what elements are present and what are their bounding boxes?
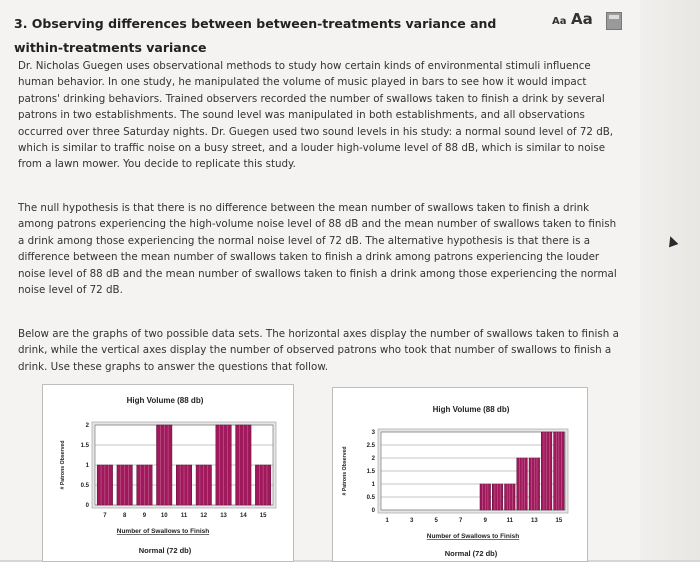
x-tick-label: 15	[555, 518, 563, 524]
screen-margin	[640, 0, 700, 560]
x-tick-label: 9	[483, 518, 487, 524]
chart-title: High Volume (88 db)	[126, 396, 204, 405]
x-tick-label: 11	[506, 518, 513, 524]
x-axis-label: Number of Swallows to Finish	[116, 528, 210, 535]
x-tick-label: 3	[409, 518, 414, 524]
study-description: Dr. Nicholas Guegen uses observational methods to study how certain kinds of environmental stimuli influence human behavior. In one study, he manipulated the volume of music played in bars to see how it would impact patrons' drinking behaviors. Trained observers recorded the number of swallows taken to finish a drink by several patrons in two establishments. The sound level was manipulated in both establishments, and all observations occurred over three Saturday nights. Dr. Guegen used two sound levels in his study: a normal sound level of 72 dB, which is similar to traffic noise on a busy street, and a louder high-volume level of 88 dB, which is similar to noise from a lawn mower. You decide to replicate this study.	[18, 60, 614, 171]
y-tick-label: 1.5	[366, 469, 375, 475]
y-tick-label: 1	[371, 482, 375, 488]
calculator-icon[interactable]	[606, 12, 622, 30]
x-tick-label: 5	[434, 518, 438, 524]
x-tick-label: 14	[239, 513, 247, 519]
y-tick-label: 0	[85, 503, 89, 509]
y-axis-label: # Patrons Observed	[342, 446, 348, 496]
x-tick-label: 9	[142, 513, 147, 519]
y-axis-label: # Patrons Observed	[60, 440, 66, 490]
font-decrease-button[interactable]: Aa	[552, 16, 567, 27]
question-title: 3. Observing differences between between-treatments variance and within-treatments variance	[14, 16, 497, 55]
next-chart-title: Normal (72 db)	[444, 549, 498, 558]
x-axis-label: Number of Swallows to Finish	[426, 533, 520, 540]
chart-card-2	[332, 387, 588, 562]
y-tick-label: 1	[85, 463, 89, 469]
y-tick-label: 0.5	[366, 495, 375, 501]
y-tick-label: 2.5	[366, 443, 375, 449]
x-tick-label: 8	[122, 513, 127, 519]
x-tick-label: 11	[180, 513, 188, 519]
graph-instructions: Below are the graphs of two possible data sets. The horizontal axes display the number of swallows taken to finish a drink, while the vertical axes display the number of observed patrons who took that number of swallows to finish a drink. Use these graphs to answer the questions that follow.	[18, 328, 619, 373]
x-tick-label: 15	[259, 513, 267, 519]
high-volume-chart-2	[333, 388, 587, 561]
high-volume-chart-1	[43, 385, 293, 561]
y-tick-label: 0.5	[80, 483, 89, 489]
y-tick-label: 0	[371, 508, 375, 514]
x-tick-label: 12	[200, 513, 208, 519]
y-tick-label: 3	[371, 430, 375, 436]
x-tick-label: 10	[160, 513, 168, 519]
x-tick-label: 13	[530, 518, 538, 524]
hypothesis-description: The null hypothesis is that there is no difference between the mean number of swallows taken to finish a drink among patrons experiencing the high-volume noise level of 88 dB and the mean number of swallows taken to finish a drink among those experiencing the normal noise level of 72 dB. The alternative hypothesis is that there is a difference between the mean number of swallows taken to finish a drink among patrons experiencing the louder noise level of 88 dB and the mean number of swallows taken to finish a drink among those experiencing the normal noise level of 72 dB.	[18, 202, 617, 297]
x-tick-label: 1	[385, 518, 389, 524]
x-tick-label: 7	[103, 513, 107, 519]
font-increase-button[interactable]: Aa	[571, 10, 593, 28]
chart-title: High Volume (88 db)	[432, 405, 510, 414]
y-tick-label: 1.5	[80, 443, 89, 449]
chart-card-1	[42, 384, 294, 562]
x-tick-label: 7	[459, 518, 463, 524]
y-tick-label: 2	[85, 423, 89, 429]
x-tick-label: 13	[220, 513, 227, 519]
y-tick-label: 2	[371, 456, 375, 462]
next-chart-title: Normal (72 db)	[138, 546, 192, 555]
